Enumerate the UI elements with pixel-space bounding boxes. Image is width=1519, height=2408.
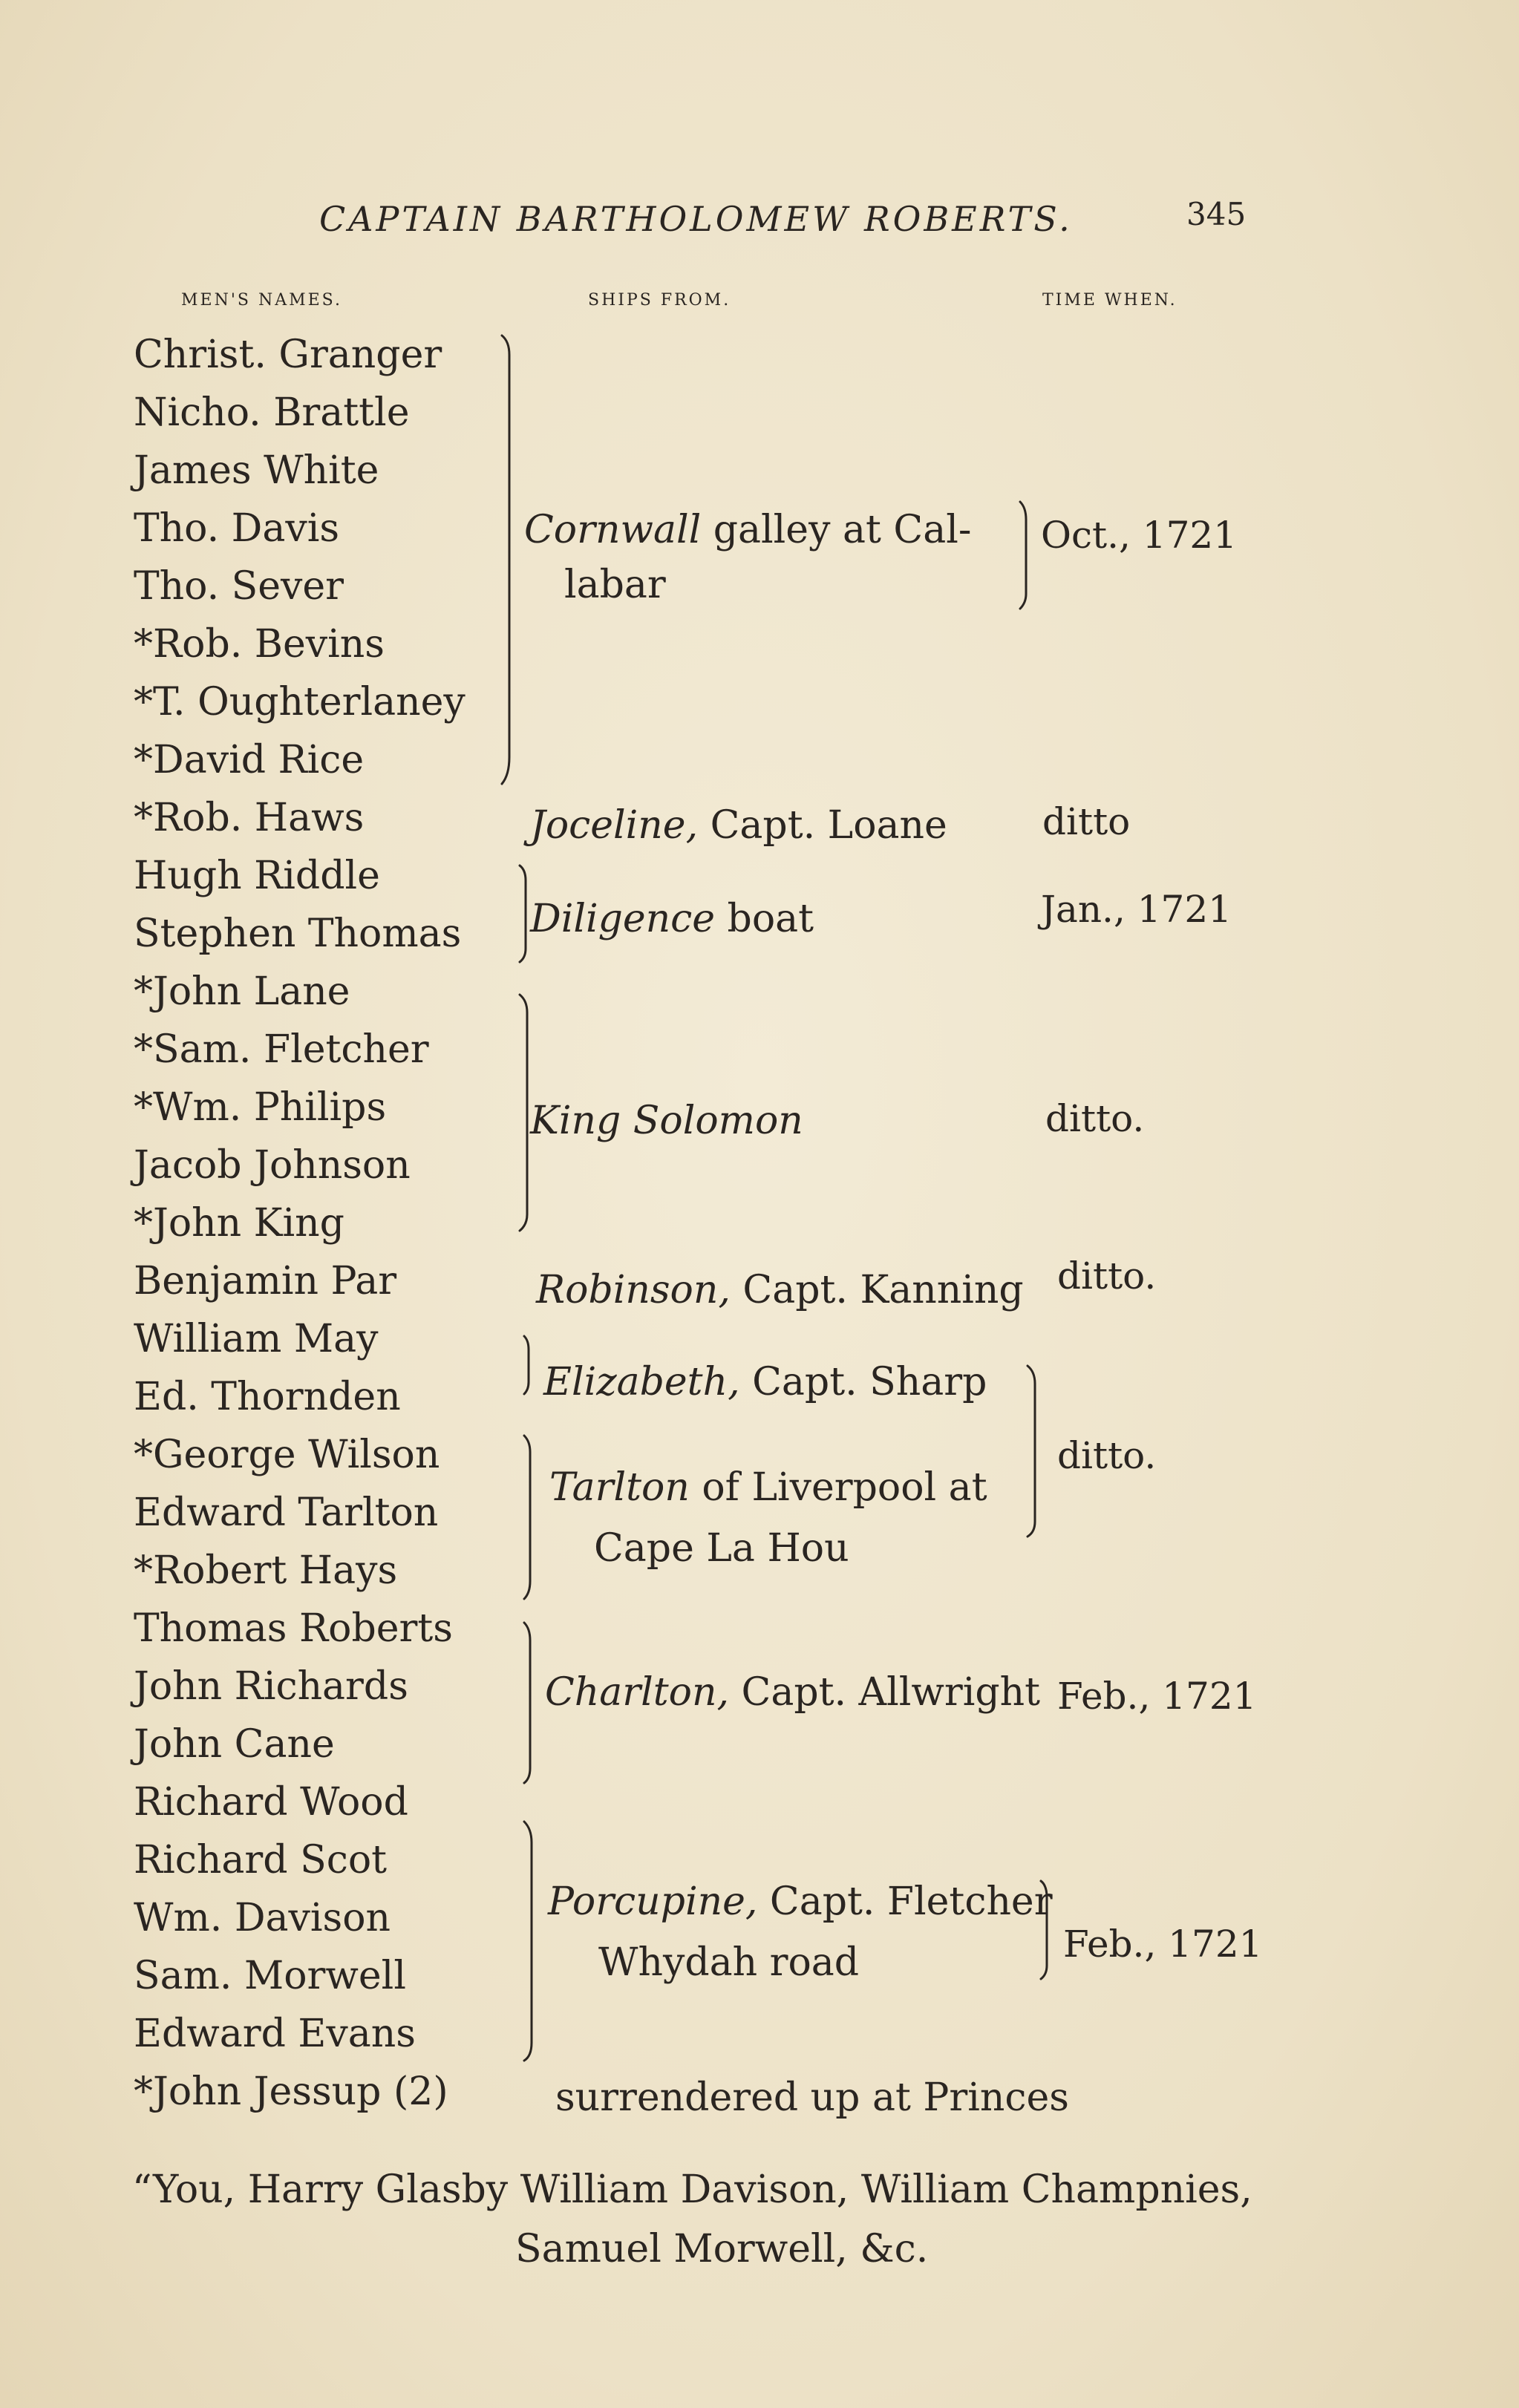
name-entry: *Sam. Fletcher [134, 1027, 429, 1072]
time-entry: ditto [1042, 800, 1131, 843]
brace-porcupine-time [1041, 1881, 1047, 1979]
name-entry: Wm. Davison [134, 1896, 391, 1940]
name-entry: William May [134, 1317, 379, 1361]
footer-line: “You, Harry Glasby William Davison, William Champnies, [132, 2167, 1252, 2212]
name-entry: *Robert Hays [134, 1548, 398, 1593]
column-header-time: TIME WHEN. [1042, 291, 1177, 310]
name-entry: Stephen Thomas [134, 912, 462, 956]
brace-cornwall-names [502, 336, 509, 784]
name-entry: *T. Oughterlaney [134, 680, 466, 724]
ship-entry: Charlton, Capt. Allwright [545, 1670, 1041, 1715]
ship-entry-continued: Cape La Hou [594, 1526, 849, 1571]
name-entry: Tho. Sever [134, 564, 344, 609]
name-entry: *John Jessup (2) [134, 2070, 448, 2114]
time-entry: ditto. [1057, 1434, 1157, 1477]
column-header-ships: SHIPS FROM. [588, 291, 731, 310]
brace-tarlton [524, 1436, 530, 1599]
ship-entry: Robinson, Capt. Kanning [536, 1268, 1024, 1312]
ship-entry-continued: Whydah road [598, 1940, 860, 1985]
ship-entry: Joceline, Capt. Loane [530, 803, 947, 848]
name-entry: *John King [134, 1201, 344, 1246]
name-entry: Sam. Morwell [134, 1954, 406, 1998]
name-entry: *Wm. Philips [134, 1085, 387, 1130]
name-entry: Christ. Granger [134, 333, 442, 377]
name-entry: Hugh Riddle [134, 854, 380, 898]
name-entry: Edward Evans [134, 2012, 416, 2056]
brace-cornwall-time [1020, 502, 1026, 609]
name-entry: Richard Wood [134, 1780, 408, 1825]
time-entry: ditto. [1057, 1254, 1157, 1298]
brace-ditto-right [1028, 1366, 1035, 1537]
time-entry: Jan., 1721 [1041, 888, 1232, 931]
brace-elizabeth [524, 1336, 529, 1394]
footer-line: Samuel Morwell, &c. [515, 2227, 929, 2271]
time-entry: Feb., 1721 [1057, 1675, 1257, 1718]
name-entry: Tho. Davis [134, 506, 340, 551]
name-entry: *Rob. Haws [134, 796, 365, 840]
name-entry: Edward Tarlton [134, 1491, 439, 1535]
name-entry: Nicho. Brattle [134, 390, 410, 435]
name-entry: Ed. Thornden [134, 1375, 401, 1419]
ship-entry: surrendered up at Princes [555, 2075, 1069, 2120]
running-header-title: CAPTAIN BARTHOLOMEW ROBERTS. [319, 199, 1073, 239]
brace-diligence [520, 866, 526, 962]
ship-entry: Tarlton of Liverpool at [549, 1465, 987, 1510]
ship-entry: Cornwall galley at Cal- [524, 508, 972, 552]
brace-charlton [524, 1623, 530, 1783]
name-entry: Benjamin Par [134, 1259, 397, 1303]
ship-entry: King Solomon [530, 1099, 803, 1143]
time-entry: Feb., 1721 [1063, 1923, 1263, 1966]
name-entry: *John Lane [134, 969, 350, 1014]
ship-entry: Diligence boat [530, 897, 814, 941]
column-header-names: MEN'S NAMES. [181, 291, 342, 310]
ship-entry: Elizabeth, Capt. Sharp [543, 1360, 987, 1404]
name-entry: *David Rice [134, 738, 365, 782]
ship-entry-continued: labar [564, 563, 666, 607]
ship-entry: Porcupine, Capt. Fletcher [548, 1879, 1053, 1924]
name-entry: *George Wilson [134, 1433, 440, 1477]
name-entry: Richard Scot [134, 1838, 388, 1882]
name-entry: *Rob. Bevins [134, 622, 385, 667]
time-entry: Oct., 1721 [1041, 514, 1238, 557]
time-entry: ditto. [1045, 1097, 1145, 1140]
brace-king-solomon [520, 995, 527, 1231]
name-entry: James White [134, 448, 379, 493]
name-entry: John Cane [134, 1722, 335, 1767]
name-entry: Jacob Johnson [134, 1143, 411, 1188]
name-entry: John Richards [134, 1664, 408, 1709]
page-number: 345 [1186, 196, 1247, 232]
name-entry: Thomas Roberts [134, 1606, 453, 1651]
brace-porcupine-names [524, 1822, 532, 2061]
